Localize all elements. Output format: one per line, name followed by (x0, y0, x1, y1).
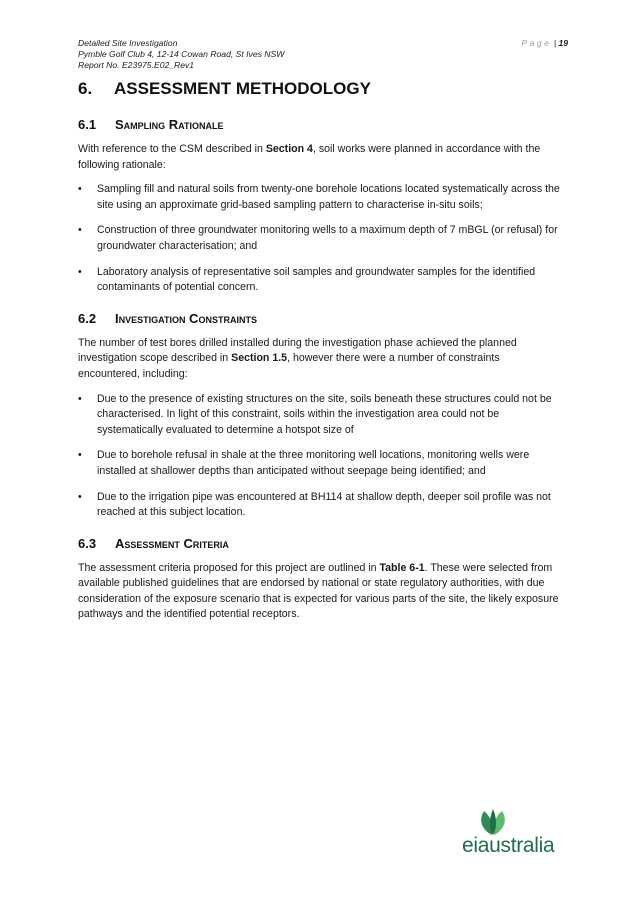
text-run: The number of test bores drilled installed during the investigation phase achieved the planned investigation scope described in (78, 336, 517, 365)
text-run: The assessment criteria proposed for this project are outlined in (78, 561, 380, 574)
list-item-text: Laboratory analysis of representative soil samples and groundwater samples for the identified contaminants of potential concern. (97, 265, 536, 294)
subsection-title: Assessment Criteria (115, 535, 229, 551)
section-number: 6. (78, 79, 93, 98)
table-reference: Table 6-1 (379, 561, 425, 574)
header-title: Detailed Site Investigation (78, 38, 178, 48)
page-label: Page (521, 38, 552, 48)
paragraph-constraints-intro (78, 336, 562, 383)
page-content (78, 78, 562, 623)
text-run: , however there were a number of constraints encountered, including: (78, 352, 500, 380)
subsection-title: Investigation Constraints (115, 310, 257, 326)
paragraph-criteria (78, 561, 562, 623)
subsection-title: Sampling Rationale (115, 117, 224, 132)
header-address: Pymble Golf Club 4, 12-14 Cowan Road, St Ives NSW (78, 49, 285, 59)
list-item-text: Construction of three groundwater monitoring wells to a maximum depth of 7 mBGL (or refusal) for groundwater characterisation; and (97, 224, 558, 252)
logo-wordmark: eiaustralia (462, 834, 555, 857)
subsection-heading-6-3 (78, 535, 562, 552)
bullet-icon: • (78, 224, 82, 237)
list-item (78, 182, 562, 213)
bullet-icon: • (78, 490, 82, 503)
section-heading (78, 78, 562, 100)
paragraph-sampling-intro (78, 142, 562, 173)
list-item (78, 392, 562, 439)
section-reference: Section 4 (265, 143, 313, 155)
text-run: , soil works were planned in accordance with the following rationale: (78, 143, 541, 171)
subsection-number: 6.1 (78, 117, 97, 132)
section-title: ASSESSMENT METHODOLOGY (114, 79, 371, 98)
subsection-heading-6-1 (78, 116, 562, 133)
leaf-icon (476, 808, 510, 836)
list-item-text: Due to the presence of existing structures on the site, soils beneath these structures could not be characterised. In light of this constraint, soils within the investigation area could not be systematically evaluated to determine a hotspot size of (97, 392, 552, 436)
bullet-icon: • (78, 392, 82, 405)
section-reference: Section 1.5 (231, 352, 288, 365)
page-number-box (521, 38, 568, 49)
list-item (78, 223, 562, 254)
subsection-number: 6.2 (78, 310, 97, 326)
list-item (78, 490, 562, 521)
list-item (78, 265, 562, 296)
page-number: 19 (558, 38, 568, 48)
bullet-icon: • (78, 265, 82, 278)
list-item-text: Due to the irrigation pipe was encountered at BH114 at shallow depth, deeper soil profile was not reached at this subject location. (97, 490, 551, 519)
company-logo (462, 808, 562, 862)
list-item (78, 448, 562, 479)
bullet-icon: • (78, 183, 82, 196)
page-header (78, 38, 568, 71)
text-run: . These were selected from available published guidelines that are endorsed by national or state regulatory authorities, with due consideration of the exposure scenario that is expected for various parts of the site, the likely exposure pathways and the identified potential receptors. (78, 561, 559, 621)
subsection-number: 6.3 (78, 535, 97, 551)
header-report-number: Report No. E23975.E02_Rev1 (78, 60, 195, 70)
page-separator: | (553, 38, 557, 48)
list-item-text: Sampling fill and natural soils from twenty-one borehole locations located systematically across the site using an approximate grid-based sampling pattern to characterise in-situ soils; (97, 183, 560, 211)
text-run: With reference to the CSM described in (78, 143, 266, 155)
sampling-rationale-list (78, 182, 562, 296)
subsection-heading-6-2 (78, 310, 562, 327)
list-item-text: Due to borehole refusal in shale at the three monitoring well locations, monitoring wells were installed at shallower depths than anticipated without seepage being identified; and (97, 449, 530, 477)
constraints-list (78, 392, 562, 521)
bullet-icon: • (78, 449, 82, 462)
